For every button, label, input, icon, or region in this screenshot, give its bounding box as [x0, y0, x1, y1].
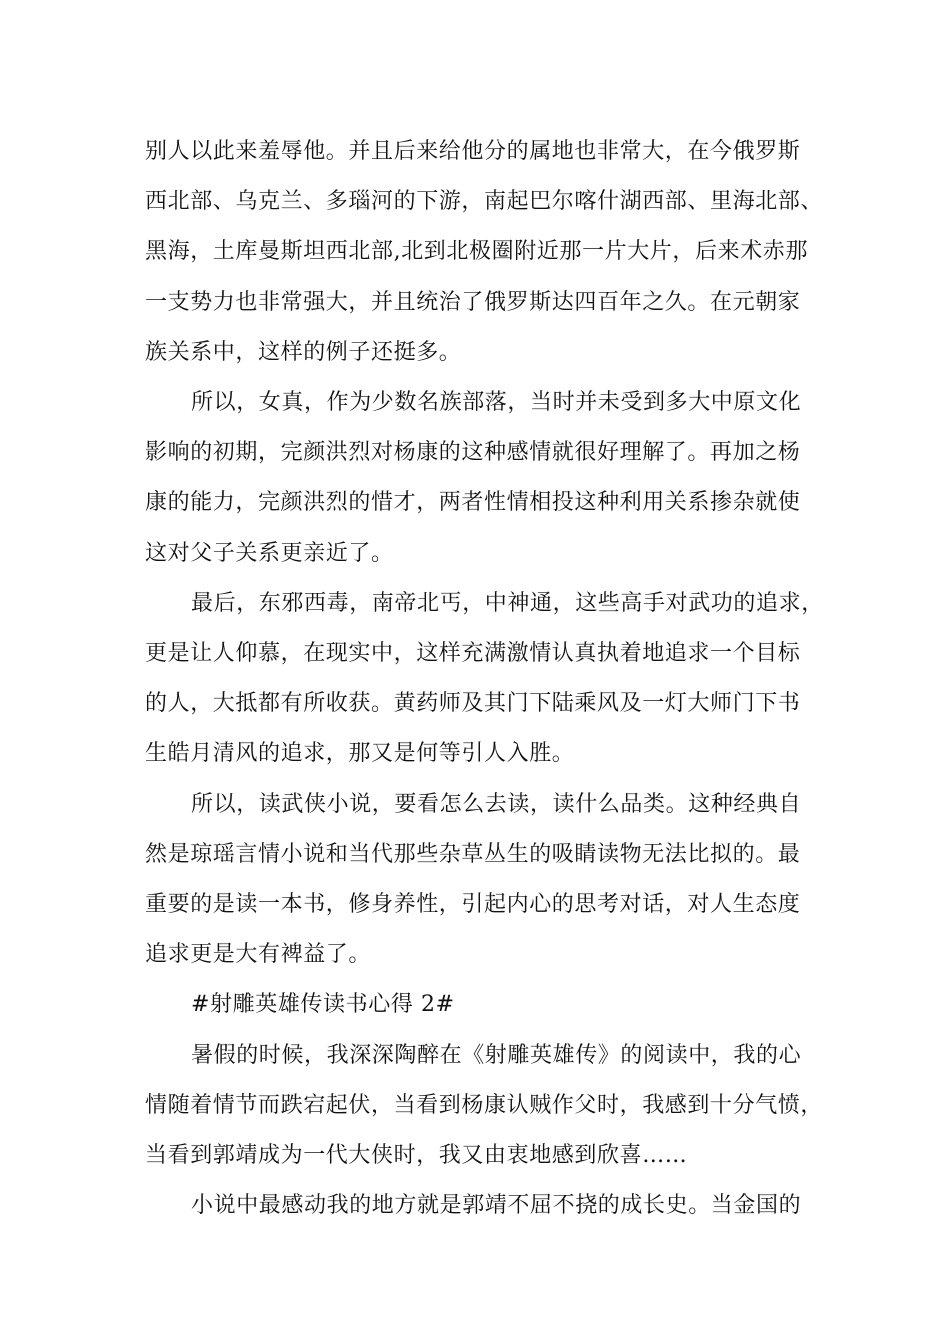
text-line: 暑假的时候，我深深陶醉在《射雕英雄传》的阅读中，我的心	[191, 1042, 802, 1068]
paragraph-6	[145, 1181, 815, 1231]
paragraph-1	[145, 127, 824, 378]
text-line: 一支势力也非常强大，并且统治了俄罗斯达四百年之久。在元朝家	[145, 289, 801, 315]
text-line: 别人以此来羞辱他。并且后来给他分的属地也非常大，在今俄罗斯	[145, 139, 801, 164]
text-line: 康的能力，完颜洪烈的惜才，两者性情相投这种利用关系掺杂就使	[145, 490, 801, 516]
text-line: 情随着情节而跌宕起伏，当看到杨康认贼作父时，我感到十分气愤，	[145, 1092, 824, 1118]
text-line: 最后，东邪西毒，南帝北丐，中神通，这些高手对武功的追求，	[191, 590, 824, 616]
text-line: 族关系中，这样的例子还挺多。	[145, 339, 462, 365]
text-line: 小说中最感动我的地方就是郭靖不屈不挠的成长史。当金国的	[191, 1193, 802, 1219]
text-line: 生皓月清风的追求，那又是何等引人入胜。	[145, 741, 575, 767]
text-line: 追求更是大有裨益了。	[145, 942, 372, 968]
text-line: 当看到郭靖成为一代大侠时，我又由衷地感到欣喜……	[145, 1143, 688, 1169]
document-body	[145, 127, 824, 1231]
section-heading	[145, 980, 815, 1030]
paragraph-2	[145, 378, 815, 579]
text-line: 的人，大抵都有所收获。黄药师及其门下陆乘风及一灯大师门下书	[145, 691, 801, 717]
text-line: 西北部、乌克兰、多瑙河的下游，南起巴尔喀什湖西部、里海北部、	[145, 189, 824, 215]
paragraph-3	[145, 579, 824, 780]
text-line: 更是让人仰慕，在现实中，这样充满激情认真执着地追求一个目标	[145, 641, 801, 667]
text-line: 影响的初期，完颜洪烈对杨康的这种感情就很好理解了。再加之杨	[145, 440, 801, 466]
text-line: 这对父子关系更亲近了。	[145, 540, 394, 566]
paragraph-5	[145, 1031, 824, 1182]
paragraph-4	[145, 780, 815, 981]
heading-line: #射雕英雄传读书心得 2#	[191, 992, 455, 1018]
text-line: 黑海，土库曼斯坦西北部,北到北极圈附近那一片大片，后来术赤那	[145, 239, 808, 265]
text-line: 所以，读武侠小说，要看怎么去读，读什么品类。这种经典自	[191, 791, 802, 817]
text-line: 所以，女真，作为少数名族部落，当时并未受到多大中原文化	[191, 390, 802, 416]
text-line: 然是琼瑶言情小说和当代那些杂草丛生的吸睛读物无法比拟的。最	[145, 841, 801, 867]
text-line: 重要的是读一本书，修身养性，引起内心的思考对话，对人生态度	[145, 892, 801, 918]
